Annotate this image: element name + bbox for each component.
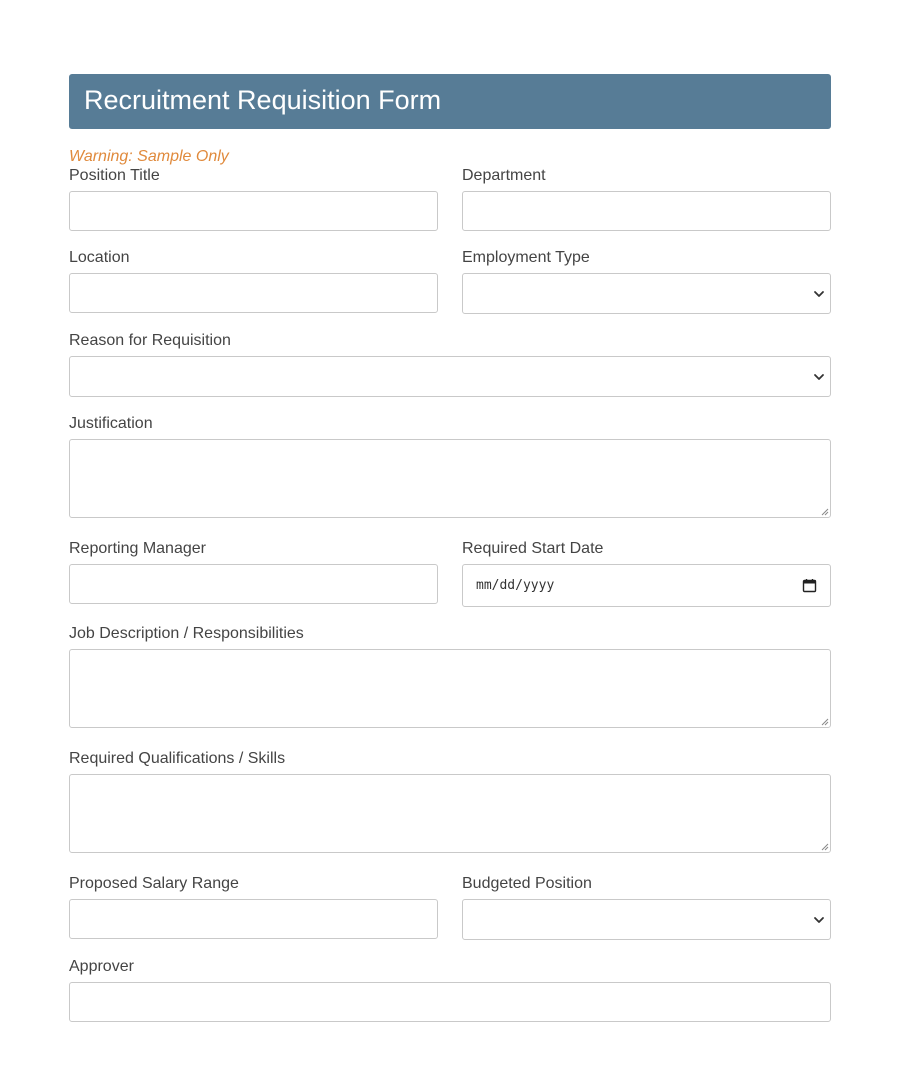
job-description-field [69, 625, 831, 728]
salary-range-field [69, 875, 438, 939]
start-date-label: Required Start Date [462, 540, 604, 557]
qualifications-label: Required Qualifications / Skills [69, 750, 286, 767]
justification-label: Justification [69, 415, 153, 432]
requisition-form [69, 74, 831, 975]
location-field [69, 249, 438, 313]
start-date-input[interactable] [462, 564, 831, 607]
reason-field [69, 332, 831, 397]
department-field [462, 167, 831, 231]
budgeted-position-label: Budgeted Position [462, 875, 592, 892]
reason-select[interactable] [69, 356, 831, 397]
position-title-field [69, 167, 438, 231]
resize-handle-icon[interactable] [821, 843, 829, 851]
chevron-down-icon [812, 370, 826, 384]
budgeted-position-field [462, 875, 831, 940]
salary-range-label: Proposed Salary Range [69, 875, 239, 892]
reason-label: Reason for Requisition [69, 332, 231, 349]
justification-field [69, 415, 831, 518]
warning-text: Warning: Sample Only [69, 148, 229, 165]
reporting-manager-input[interactable] [69, 564, 438, 604]
form-header [69, 74, 831, 129]
resize-handle-icon[interactable] [821, 508, 829, 516]
approver-field [69, 958, 831, 1022]
approver-input[interactable] [69, 982, 831, 1022]
department-input[interactable] [462, 191, 831, 231]
department-label: Department [462, 167, 546, 184]
justification-textarea[interactable] [69, 439, 831, 518]
chevron-down-icon [812, 913, 826, 927]
position-title-input[interactable] [69, 191, 438, 231]
employment-type-field [462, 249, 831, 314]
employment-type-label: Employment Type [462, 249, 590, 266]
employment-type-select[interactable] [462, 273, 831, 314]
start-date-field [462, 540, 831, 607]
qualifications-field [69, 750, 831, 853]
approver-label: Approver [69, 958, 134, 975]
start-date-placeholder: mm/dd/yyyy [476, 578, 555, 593]
resize-handle-icon[interactable] [821, 718, 829, 726]
reporting-manager-label: Reporting Manager [69, 540, 206, 557]
chevron-down-icon [812, 287, 826, 301]
form-title: Recruitment Requisition Form [84, 85, 442, 115]
position-title-label: Position Title [69, 167, 160, 184]
calendar-icon[interactable] [802, 578, 817, 593]
reporting-manager-field [69, 540, 438, 604]
location-label: Location [69, 249, 130, 266]
budgeted-position-select[interactable] [462, 899, 831, 940]
job-description-textarea[interactable] [69, 649, 831, 728]
location-input[interactable] [69, 273, 438, 313]
job-description-label: Job Description / Responsibilities [69, 625, 304, 642]
salary-range-input[interactable] [69, 899, 438, 939]
qualifications-textarea[interactable] [69, 774, 831, 853]
